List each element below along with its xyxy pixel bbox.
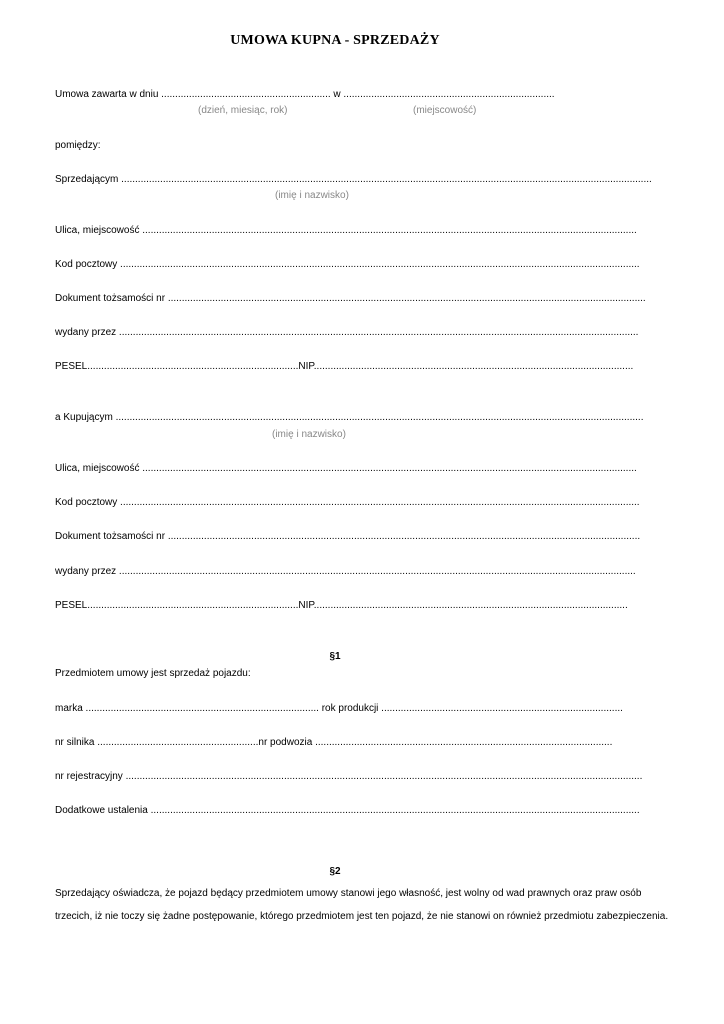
vehicle-make-year-line: marka .................................................................................... rok produkcji ....................................................................................... [55,703,623,714]
buyer-pesel-nip-line: PESEL............................................................................NIP................................................................................................................. [55,600,628,611]
place-hint: (miejscowość) [413,105,477,116]
buyer-issued-line: wydany przez .......................................................................................................................................................................................... [55,566,636,577]
between-label: pomiędzy: [55,140,101,151]
vehicle-registration-line: nr rejestracyjny .......................................................................................................................................................................................... [55,771,643,782]
buyer-name-hint: (imię i nazwisko) [272,429,346,440]
document-title: UMOWA KUPNA - SPRZEDAŻY [230,33,440,48]
seller-id-line: Dokument tożsamości nr ............................................................................................................................................................................ [55,293,646,304]
section-2-heading: §2 [329,866,341,877]
vehicle-engine-chassis-line: nr silnika ..........................................................nr podwozia ........................................................................................................... [55,737,613,748]
buyer-street-line: Ulica, miejscowość .................................................................................................................................................................................. [55,463,637,474]
seller-issued-line: wydany przez ........................................................................................................................................................................................... [55,327,639,338]
section-1-intro: Przedmiotem umowy jest sprzedaż pojazdu: [55,668,251,679]
buyer-id-line: Dokument tożsamości nr .......................................................................................................................................................................... [55,531,641,542]
seller-name-hint: (imię i nazwisko) [275,190,349,201]
section-2-text: Sprzedający oświadcza, że pojazd będący przedmiotem umowy stanowi jego własność, jest wolny od wad prawnych oraz praw osób trzecich, iż nie toczy się żadne postępowanie, którego przedmiotem jest ten pojazd, że nie stanowi on również przedmiotu zabezpieczenia. [55,888,669,922]
buyer-name-line: a Kupującym .............................................................................................................................................................................................. [55,412,644,423]
seller-pesel-nip-line: PESEL............................................................................NIP................................................................................................................... [55,361,634,372]
buyer-postal-line: Kod pocztowy ........................................................................................................................................................................................... [55,497,640,508]
seller-street-line: Ulica, miejscowość .................................................................................................................................................................................. [55,225,637,236]
section-1-heading: §1 [329,651,341,662]
contract-date-place-line: Umowa zawarta w dniu ............................................................. w ............................................................................ [55,89,555,100]
seller-name-line: Sprzedającym ............................................................................................................................................................................................... [55,174,652,185]
seller-postal-line: Kod pocztowy ........................................................................................................................................................................................... [55,259,640,270]
date-hint: (dzień, miesiąc, rok) [198,105,288,116]
additional-terms-line: Dodatkowe ustalenia ................................................................................................................................................................................ [55,805,640,816]
